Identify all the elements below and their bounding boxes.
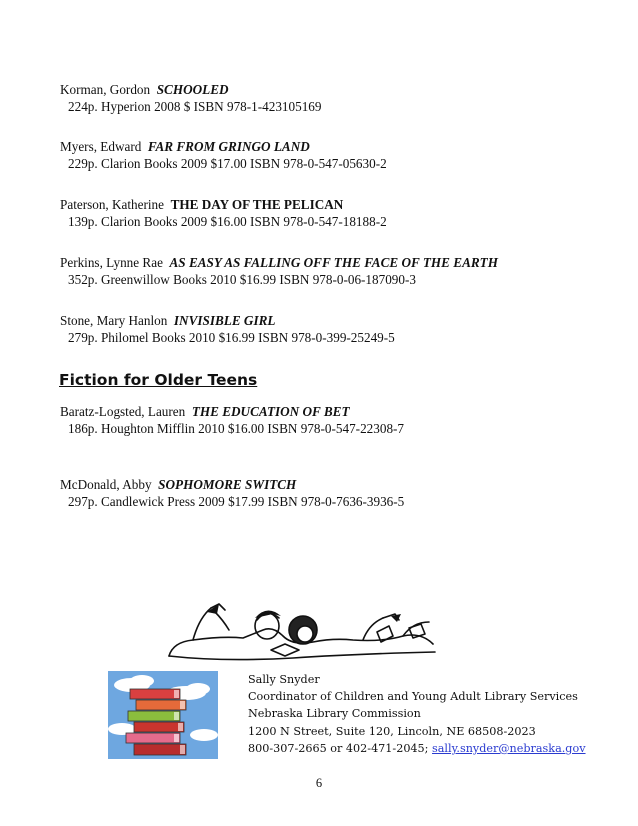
book-details: 352p. Greenwillow Books 2010 $16.99 ISBN 978-0-06-187090-3 bbox=[68, 272, 416, 287]
contact-block bbox=[248, 671, 586, 757]
book-title: SOPHOMORE SWITCH bbox=[158, 477, 297, 492]
book-entry-korman bbox=[60, 82, 321, 115]
contact-org: Nebraska Library Commission bbox=[248, 707, 421, 721]
reading-kids-illustration bbox=[163, 596, 443, 666]
book-details: 139p. Clarion Books 2009 $16.00 ISBN 978-0-547-18188-2 bbox=[68, 214, 387, 229]
book-entry-perkins bbox=[60, 255, 498, 288]
author: McDonald, Abby bbox=[60, 477, 152, 492]
book-title: SCHOOLED bbox=[156, 82, 229, 97]
contact-name: Sally Snyder bbox=[248, 673, 320, 686]
book-title: THE DAY OF THE PELICAN bbox=[170, 197, 344, 212]
author: Korman, Gordon bbox=[60, 82, 151, 97]
book-entry-paterson bbox=[60, 197, 387, 230]
contact-address: 1200 N Street, Suite 120, Lincoln, NE 68508-2023 bbox=[248, 724, 536, 738]
author: Stone, Mary Hanlon bbox=[60, 313, 168, 328]
contact-role: Coordinator of Children and Young Adult Library Services bbox=[248, 690, 578, 704]
book-entry-stone bbox=[60, 313, 395, 346]
email-link[interactable]: sally.snyder@nebraska.gov bbox=[432, 741, 586, 755]
contact-phone-email bbox=[248, 740, 586, 757]
book-details: 279p. Philomel Books 2010 $16.99 ISBN 978-0-399-25249-5 bbox=[68, 330, 395, 345]
author: Paterson, Katherine bbox=[60, 197, 164, 212]
contact-phone: 800-307-2665 or 402-471-2045; bbox=[248, 741, 429, 755]
book-entry-mcdonald bbox=[60, 477, 404, 510]
book-details: 224p. Hyperion 2008 $ ISBN 978-1-423105169 bbox=[68, 99, 322, 114]
author: Perkins, Lynne Rae bbox=[60, 255, 163, 270]
book-stack-clipart bbox=[108, 671, 218, 759]
section-heading: Fiction for Older Teens bbox=[59, 371, 258, 389]
book-title: THE EDUCATION OF BET bbox=[191, 404, 350, 419]
book-details: 186p. Houghton Mifflin 2010 $16.00 ISBN 978-0-547-22308-7 bbox=[68, 421, 405, 436]
book-title: INVISIBLE GIRL bbox=[173, 313, 276, 328]
book-details: 229p. Clarion Books 2009 $17.00 ISBN 978-0-547-05630-2 bbox=[68, 156, 387, 171]
book-entry-myers bbox=[60, 139, 387, 172]
author: Baratz-Logsted, Lauren bbox=[60, 404, 186, 419]
book-entry-baratz-logsted bbox=[60, 404, 404, 437]
author: Myers, Edward bbox=[60, 139, 142, 154]
page-number: 6 bbox=[315, 776, 323, 790]
book-details: 297p. Candlewick Press 2009 $17.99 ISBN 978-0-7636-3936-5 bbox=[68, 494, 405, 509]
book-title: AS EASY AS FALLING OFF THE FACE OF THE EARTH bbox=[169, 255, 498, 270]
book-title: FAR FROM GRINGO LAND bbox=[147, 139, 310, 154]
